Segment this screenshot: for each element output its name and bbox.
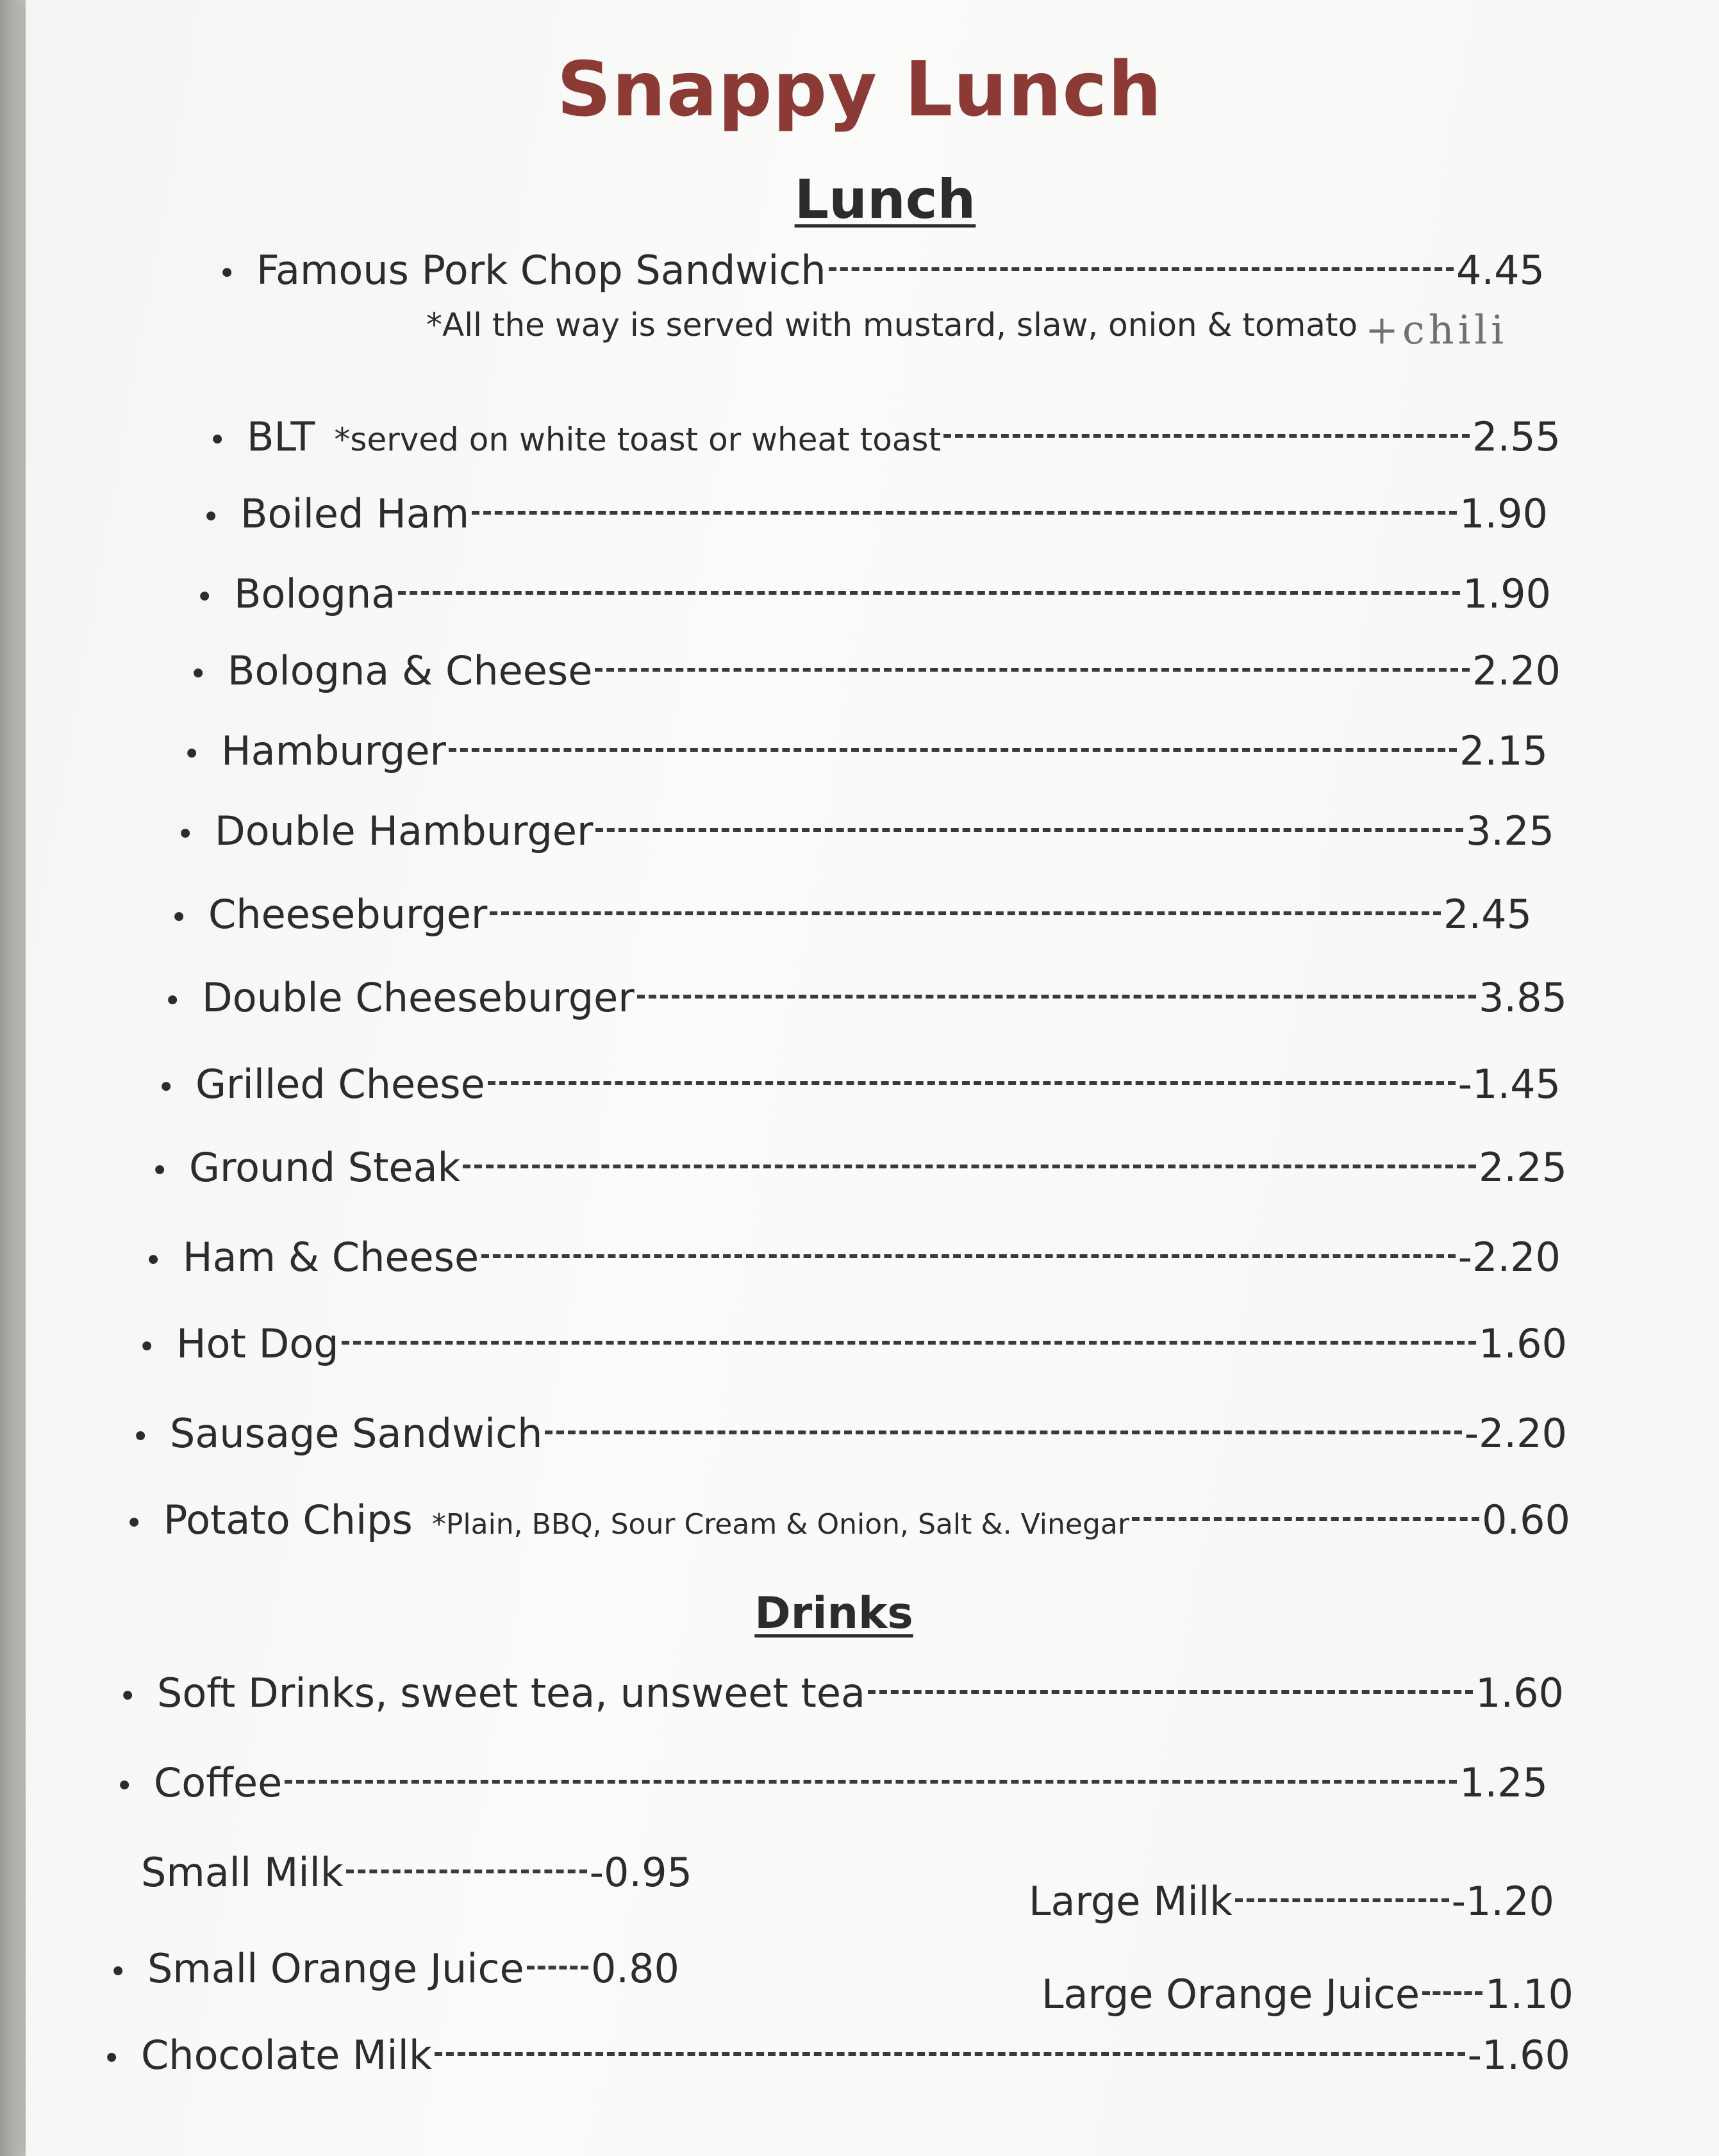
- item-price: 0.60: [1481, 1497, 1570, 1543]
- leader-dashes: [342, 1341, 1476, 1345]
- item-name: Grilled Cheese: [195, 1061, 485, 1107]
- bullet-icon: •: [151, 1153, 169, 1189]
- leader-dashes: [449, 748, 1457, 752]
- item-name: Hamburger: [221, 727, 447, 774]
- menu-item-boiled-ham: [202, 490, 1548, 538]
- drink-item-large-orange-juice: [1042, 1971, 1574, 2018]
- leader-dashes: [398, 591, 1460, 595]
- menu-item-ham-cheese: [144, 1234, 1561, 1281]
- leader-dashes: [285, 1780, 1457, 1784]
- item-name: Small Orange Juice: [147, 1945, 524, 1992]
- bullet-icon: •: [195, 579, 214, 615]
- item-price: 2.55: [1472, 413, 1561, 460]
- item-name: BLT: [247, 413, 315, 460]
- leader-dashes: [1235, 1898, 1449, 1902]
- item-name: Potato Chips: [163, 1497, 413, 1543]
- item-name: Large Orange Juice: [1042, 1971, 1420, 2018]
- item-price: 1.60: [1475, 1670, 1564, 1716]
- leader-dashes: [435, 2052, 1465, 2056]
- item-price: 2.20: [1472, 647, 1561, 694]
- leader-dashes: [488, 1081, 1456, 1085]
- item-price: -1.60: [1467, 2032, 1570, 2078]
- bullet-icon: •: [218, 256, 237, 292]
- bullet-icon: •: [189, 656, 208, 692]
- item-price: 1.25: [1459, 1759, 1548, 1806]
- bullet-icon: •: [103, 2041, 121, 2077]
- bullet-icon: •: [208, 422, 227, 458]
- bullet-icon: •: [183, 736, 201, 772]
- item-name: Famous Pork Chop Sandwich: [256, 247, 826, 294]
- item-name: Double Cheeseburger: [202, 974, 635, 1021]
- item-name: Double Hamburger: [215, 808, 594, 854]
- item-note: *Plain, BBQ, Sour Cream & Onion, Salt &. Vinegar: [431, 1508, 1129, 1541]
- bullet-icon: •: [170, 900, 188, 936]
- leader-dashes: [527, 1966, 588, 1969]
- item-name: Bologna: [234, 570, 396, 617]
- drink-item-coffee: [115, 1759, 1548, 1807]
- menu-item-pork-chop: [218, 247, 1545, 294]
- item-name: Small Milk: [141, 1849, 344, 1896]
- item-note: *served on white toast or wheat toast: [334, 421, 942, 458]
- drink-item-small-orange-juice: [109, 1945, 679, 1993]
- menu-item-double-hamburger: [176, 808, 1554, 855]
- menu-title: Snappy Lunch: [556, 45, 1163, 133]
- drinks-heading: Drinks: [754, 1588, 913, 1639]
- leader-dashes: [1422, 1991, 1482, 1995]
- item-price: -2.20: [1457, 1234, 1561, 1281]
- drink-item-large-milk: [1029, 1878, 1554, 1925]
- leader-dashes: [943, 434, 1470, 438]
- handwritten-note: +chili: [1365, 306, 1508, 353]
- bullet-icon: •: [119, 1679, 137, 1714]
- menu-item-potato-chips: [125, 1497, 1570, 1544]
- item-price: -1.20: [1451, 1878, 1554, 1925]
- item-price: 4.45: [1456, 247, 1545, 294]
- menu-item-cheeseburger: [170, 891, 1532, 938]
- leader-dashes: [472, 511, 1457, 515]
- item-price: 3.25: [1465, 808, 1554, 854]
- item-name: Hot Dog: [176, 1320, 339, 1367]
- item-name: Ground Steak: [189, 1144, 461, 1191]
- menu-item-blt: [208, 413, 1561, 461]
- menu-sheet-edge: [0, 0, 26, 2156]
- leader-dashes: [637, 995, 1476, 999]
- leader-dashes: [868, 1690, 1473, 1694]
- bullet-icon: •: [138, 1329, 156, 1365]
- item-price: 0.80: [590, 1945, 679, 1992]
- menu-item-ground-steak: [151, 1144, 1567, 1191]
- item-price: 1.90: [1462, 570, 1551, 617]
- item-price: 1.90: [1459, 490, 1548, 537]
- bullet-icon: •: [115, 1768, 134, 1804]
- leader-dashes: [463, 1165, 1475, 1168]
- bullet-icon: •: [176, 817, 195, 852]
- item-name: Ham & Cheese: [183, 1234, 479, 1281]
- menu-item-bologna: [195, 570, 1551, 618]
- item-name: Sausage Sandwich: [170, 1410, 543, 1457]
- item-name: Large Milk: [1029, 1878, 1233, 1925]
- bullet-icon: •: [202, 499, 220, 535]
- menu-item-grilled-cheese: [157, 1061, 1561, 1108]
- leader-dashes: [346, 1870, 587, 1873]
- bullet-icon: •: [109, 1954, 128, 1990]
- item-price: 2.45: [1443, 891, 1532, 938]
- leader-dashes: [490, 911, 1441, 915]
- leader-dashes: [595, 828, 1463, 832]
- item-price: 2.25: [1478, 1144, 1567, 1191]
- lunch-heading: Lunch: [794, 168, 976, 231]
- pork-chop-note: *All the way is served with mustard, slaw, onion & tomato: [426, 306, 1358, 344]
- item-price: -1.45: [1457, 1061, 1561, 1107]
- drink-item-chocolate-milk: [103, 2032, 1570, 2079]
- item-price: 1.10: [1484, 1971, 1574, 2018]
- item-name: Boiled Ham: [240, 490, 470, 537]
- leader-dashes: [481, 1254, 1455, 1258]
- item-name: Coffee: [154, 1759, 283, 1806]
- leader-dashes: [1132, 1517, 1479, 1521]
- menu-item-hot-dog: [138, 1320, 1567, 1368]
- bullet-icon: •: [131, 1419, 150, 1455]
- bullet-icon: •: [163, 983, 182, 1019]
- item-name: Cheeseburger: [208, 891, 488, 938]
- bullet-icon: •: [157, 1070, 176, 1106]
- item-price: 2.15: [1459, 727, 1548, 774]
- item-price: -2.20: [1464, 1410, 1567, 1457]
- leader-dashes: [545, 1430, 1461, 1434]
- drink-item-soft-drinks: [119, 1670, 1564, 1717]
- item-price: 3.85: [1478, 974, 1567, 1021]
- leader-dashes: [829, 267, 1454, 271]
- bullet-icon: •: [125, 1505, 144, 1541]
- bullet-icon: •: [144, 1243, 163, 1279]
- menu-item-hamburger: [183, 727, 1548, 775]
- item-name: Chocolate Milk: [141, 2032, 432, 2078]
- item-price: -0.95: [589, 1849, 692, 1896]
- leader-dashes: [595, 668, 1470, 672]
- menu-item-bologna-cheese: [189, 647, 1561, 695]
- item-price: 1.60: [1478, 1320, 1567, 1367]
- drink-item-small-milk: [141, 1849, 692, 1896]
- item-name: Soft Drinks, sweet tea, unsweet tea: [157, 1670, 865, 1716]
- menu-item-double-cheeseburger: [163, 974, 1567, 1022]
- menu-item-sausage-sandwich: [131, 1410, 1567, 1457]
- item-name: Bologna & Cheese: [228, 647, 593, 694]
